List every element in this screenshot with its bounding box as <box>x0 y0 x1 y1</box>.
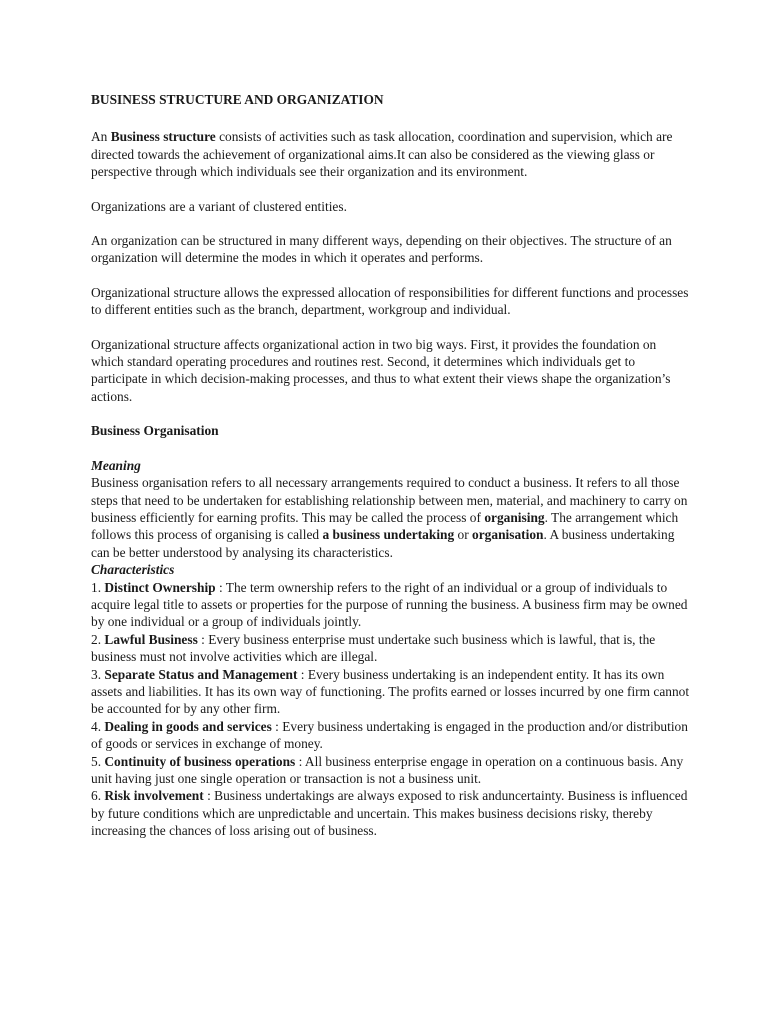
item-term: Lawful Business <box>104 631 198 647</box>
item-text: : Business undertakings are always exposed to risk anduncertainty. Business is influenced by future conditions which are unpredictable and uncertain. This makes business decisions risky, thereby increasing the chances of loss arising out of business. <box>91 788 688 839</box>
document-page <box>91 91 691 840</box>
item-term: Dealing in goods and services <box>104 718 272 734</box>
item-term: Separate Status and Management <box>104 666 298 682</box>
item-text: : Every business enterprise must undertake such business which is lawful, that is, the business must not involve activities which are illegal. <box>91 631 656 665</box>
text-run: Business organisation refers to all necessary arrangements required to conduct a business. It refers to all those steps that need to be undertaken for establishing relationship between men, material, and machinery to carry on business efficiently for earning profits. This may be called the process of <box>91 475 688 525</box>
item-term: Risk involvement <box>104 788 204 804</box>
subheading-meaning: Meaning <box>91 457 141 473</box>
intro-paragraph-5: Organizational structure affects organizational action in two big ways. First, it provides the foundation on which standard operating procedures and routines rest. Second, it determines which individuals get to participate in which decision-making processes, and thus to what extent their views shape the organization’s actions. <box>91 336 671 404</box>
list-item <box>91 718 691 753</box>
intro-paragraph-3: An organization can be structured in many different ways, depending on their objectives. The structure of an organization will determine the modes in which it operates and performs. <box>91 233 672 266</box>
item-number: 3. <box>91 666 105 682</box>
item-text: : Every business undertaking is an independent entity. It has its own assets and liabilities. It has its own way of functioning. The profits earned or losses incurred by one firm cannot be accounted for by any other firm. <box>91 666 690 717</box>
item-text: : All business enterprise engage in operation on a continuous basis. Any unit having just one single operation or transaction is not a business unit. <box>91 753 684 786</box>
meaning-paragraph <box>91 474 691 561</box>
item-number: 6. <box>91 788 105 804</box>
list-item <box>91 666 691 718</box>
list-item <box>91 579 691 631</box>
item-number: 5. <box>91 753 105 769</box>
intro-paragraph-4: Organizational structure allows the expressed allocation of responsibilities for different functions and processes to different entities such as the branch, department, workgroup and individual. <box>91 284 689 318</box>
document-title: BUSINESS STRUCTURE AND ORGANIZATION <box>91 92 384 107</box>
characteristics-list <box>91 579 691 840</box>
text-run: or <box>454 527 473 543</box>
item-term: Continuity of business operations <box>104 753 296 769</box>
item-number: 2. <box>91 631 105 647</box>
subheading-characteristics: Characteristics <box>91 562 175 578</box>
section-heading-business-organisation: Business Organisation <box>91 423 219 439</box>
intro-paragraph-2: Organizations are a variant of clustered entities. <box>91 198 347 214</box>
list-item <box>91 753 691 788</box>
item-term: Distinct Ownership <box>104 579 216 595</box>
bold-term: Business structure <box>110 129 216 145</box>
list-item <box>91 631 691 666</box>
text-run: consists of activities such as task allocation, coordination and supervision, which are directed towards the achievement of organizational aims.It can also be considered as the viewing glass or perspective through which individuals see their organization and its environment. <box>91 129 673 180</box>
item-text: : The term ownership refers to the right of an individual or a group of individuals to acquire legal title to assets or properties for the purpose of running the business. A business firm may be owned by one individual or a group of individuals jointly. <box>91 579 688 630</box>
intro-paragraph-1 <box>91 128 691 180</box>
text-run: . The arrangement which follows this process of organising is called <box>91 509 679 543</box>
item-number: 4. <box>91 718 105 734</box>
bold-term: organisation <box>472 527 544 543</box>
item-text: : Every business undertaking is engaged in the production and/or distribution of goods or services in exchange of money. <box>91 718 688 752</box>
item-number: 1. <box>91 579 105 595</box>
bold-term: organising <box>484 509 545 525</box>
bold-term: a business undertaking <box>322 527 455 543</box>
list-item <box>91 787 691 839</box>
text-run: . A business undertaking can be better understood by analysing its characteristics. <box>91 527 675 560</box>
text-run: An <box>91 129 111 145</box>
